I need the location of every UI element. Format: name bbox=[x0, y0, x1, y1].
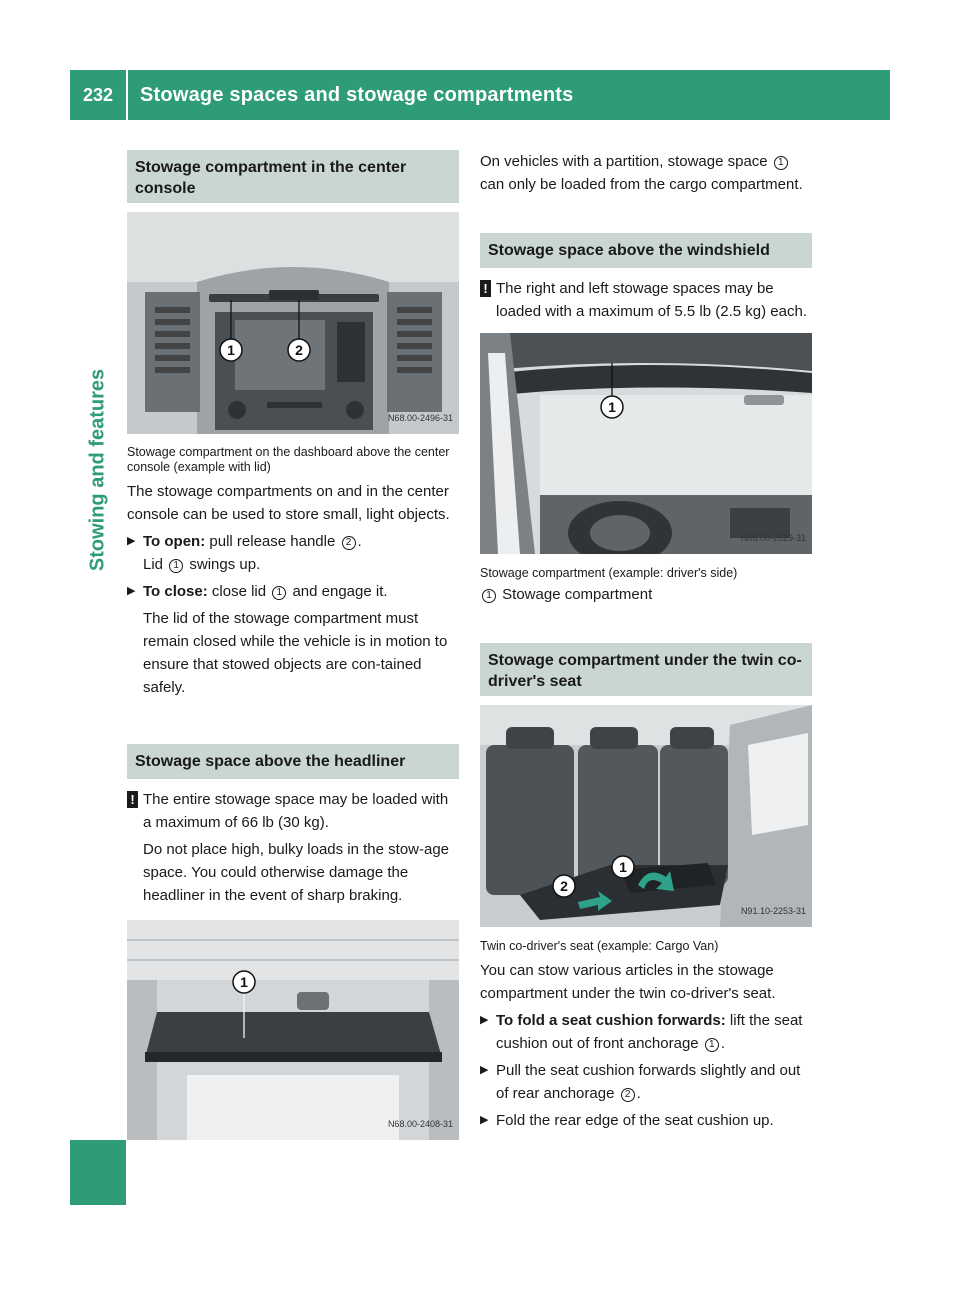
section-heading-headliner: Stowage space above the headliner bbox=[127, 744, 459, 779]
warning-windshield-text: The right and left stowage spaces may be loaded with a maximum of 5.5 lb (2.5 kg) each. bbox=[496, 280, 807, 320]
step-open-end: . bbox=[357, 533, 362, 550]
partition-note-text: On vehicles with a partition, stowage space bbox=[480, 153, 768, 170]
image-reference: N68.00-2629-31 bbox=[740, 533, 806, 543]
partition-note bbox=[480, 150, 812, 196]
step-fold-end: . bbox=[720, 1035, 725, 1052]
warning-icon: ! bbox=[480, 280, 491, 297]
side-tab bbox=[70, 120, 126, 1205]
seat-illustration bbox=[480, 705, 812, 927]
warning-icon: ! bbox=[127, 791, 138, 808]
right-column bbox=[480, 150, 812, 1132]
photo-center-console bbox=[127, 212, 459, 434]
legend-windshield bbox=[480, 583, 812, 606]
headliner-note: Do not place high, bulky loads in the stow-age space. You could otherwise damage the headliner in the event of sharp braking. bbox=[143, 841, 450, 904]
side-tab-block bbox=[70, 1140, 126, 1205]
step-pull-text: Pull the seat cushion forwards slightly and out of rear anchorage bbox=[496, 1062, 801, 1102]
step-close-text: close lid bbox=[211, 583, 267, 600]
step-pull bbox=[480, 1059, 812, 1105]
dashboard-illustration bbox=[127, 212, 459, 434]
step-fold-text: lift the seat cushion out of front anchorage bbox=[496, 1012, 803, 1052]
step-open bbox=[127, 530, 459, 553]
step-open-label: To open: bbox=[143, 533, 206, 550]
section-heading-codriver-seat: Stowage compartment under the twin co-driver's seat bbox=[480, 643, 812, 696]
headliner-illustration bbox=[127, 920, 459, 1140]
svg-text:1: 1 bbox=[608, 399, 616, 415]
close-note: The lid of the stowage compartment must remain closed while the vehicle is in motion to ensure that stowed objects are con-tained safely. bbox=[143, 610, 448, 696]
svg-text:1: 1 bbox=[227, 342, 235, 358]
image-reference: N91.10-2253-31 bbox=[740, 906, 806, 916]
warning-headliner bbox=[127, 788, 459, 834]
caption-codriver-seat: Twin co-driver's seat (example: Cargo Van) bbox=[480, 939, 719, 953]
paragraph-intro: The stowage compartments on and in the center console can be used to store small, light objects. bbox=[127, 483, 450, 523]
windshield-illustration bbox=[480, 333, 812, 554]
svg-text:1: 1 bbox=[240, 974, 248, 990]
step-close bbox=[127, 580, 459, 603]
photo-windshield bbox=[480, 333, 812, 554]
photo-headliner bbox=[127, 920, 459, 1140]
warning-headliner-text: The entire stowage space may be loaded with a maximum of 66 lb (30 kg). bbox=[143, 791, 449, 831]
page-number: 232 bbox=[82, 84, 114, 105]
image-reference: N68.00-2496-31 bbox=[387, 413, 453, 423]
section-heading-center-console: Stowage compartment in the center console bbox=[127, 150, 459, 203]
caption-center-console: Stowage compartment on the dashboard above the center console (example with lid) bbox=[127, 445, 450, 474]
warning-windshield bbox=[480, 277, 812, 323]
partition-note-end: can only be loaded from the cargo compartment. bbox=[480, 176, 803, 193]
photo-codriver-seat bbox=[480, 705, 812, 927]
marker-2: 2 bbox=[342, 536, 356, 550]
marker-1: 1 bbox=[482, 589, 496, 603]
left-column bbox=[127, 150, 459, 1140]
step-pull-end: . bbox=[636, 1085, 641, 1102]
marker-1: 1 bbox=[705, 1038, 719, 1052]
step-open-result bbox=[127, 553, 459, 576]
step-fold bbox=[480, 1009, 812, 1055]
section-heading-windshield: Stowage space above the windshield bbox=[480, 233, 812, 268]
legend-text: Stowage compartment bbox=[502, 586, 653, 603]
step-close-end: and engage it. bbox=[292, 583, 388, 600]
step-fold-rear: ▶ Fold the rear edge of the seat cushion up. bbox=[480, 1109, 812, 1132]
marker-1: 1 bbox=[272, 586, 286, 600]
marker-1: 1 bbox=[169, 559, 183, 573]
swings-text: swings up. bbox=[189, 556, 261, 573]
image-reference: N68.00-2408-31 bbox=[387, 1119, 453, 1129]
step-open-text: pull release handle bbox=[209, 533, 336, 550]
svg-text:2: 2 bbox=[295, 342, 303, 358]
svg-text:2: 2 bbox=[560, 878, 568, 894]
svg-text:1: 1 bbox=[619, 859, 627, 875]
caption-windshield: Stowage compartment (example: driver's side) bbox=[480, 566, 738, 580]
marker-2: 2 bbox=[621, 1088, 635, 1102]
side-tab-label: Stowing and features bbox=[86, 368, 109, 572]
marker-1: 1 bbox=[774, 156, 788, 170]
lid-text: Lid bbox=[143, 556, 164, 573]
page-title: Stowage spaces and stowage compartments bbox=[140, 83, 574, 106]
codriver-intro: You can stow various articles in the stowage compartment under the twin co-driver's seat. bbox=[480, 962, 776, 1002]
header-divider bbox=[126, 70, 128, 120]
step-close-label: To close: bbox=[143, 583, 208, 600]
step-fold-label: To fold a seat cushion forwards: bbox=[496, 1012, 726, 1029]
